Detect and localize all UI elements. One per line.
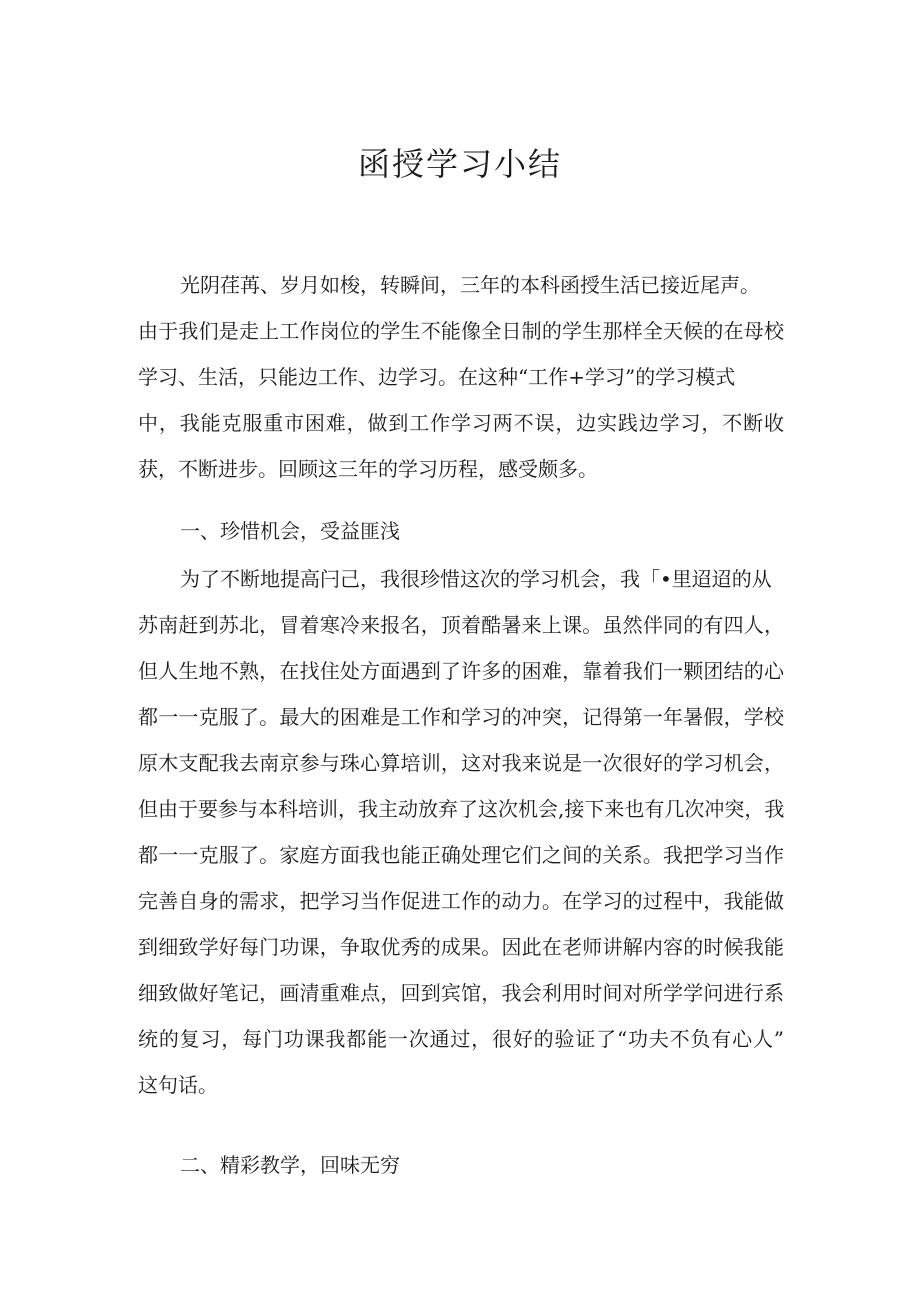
paragraph-line: 学习、生活，只能边工作、边学习。在这种“工作+学习”的学习模式 [138,365,736,389]
paragraph-line: 到细致学好每门功课，争取优秀的成果。因此在老师讲解内容的时候我能 [138,935,784,959]
paragraph-section-1 [138,556,784,1108]
paragraph-line: 都一一克服了。最大的困难是工作和学习的冲突，记得第一年暑假，学校 [138,705,784,729]
paragraph-line: 为了不断地提高闩己，我很珍惜这次的学习机会，我「•里迢迢的从 [180,567,772,591]
paragraph-line: 统的复习，每门功课我都能一次通过，很好的验证了“功夫不负有心人” [138,1027,784,1051]
paragraph-line: 但由于要参与本科培训，我主动放弃了这次机会,接下来也有几次冲突，我 [138,797,785,821]
paragraph-line: 光阴荏苒、岁月如梭，转瞬间，三年的本科函授生活已接近尾声。 [180,273,760,297]
paragraph-line: 都一一克服了。家庭方面我也能正确处理它们之间的关系。我把学习当作 [138,843,784,867]
paragraph-line: 原木支配我去南京参与珠心算培训，这对我来说是一次很好的学习机会， [138,751,784,775]
paragraph-line: 获，不断进步。回顾这三年的学习历程，感受颇多。 [138,457,598,481]
paragraph-line: 苏南赶到苏北，冒着寒冷来报名，顶着酷暑来上课。虽然伴同的有四人， [138,613,784,637]
section-heading-1: 一、珍惜机会，受益匪浅 [180,519,400,543]
section-heading-2: 二、精彩教学，回味无穷 [180,1153,400,1177]
document-title: 函授学习小结 [357,145,562,183]
paragraph-intro [138,262,784,492]
paragraph-line: 这句话。 [138,1073,218,1097]
paragraph-line: 中，我能克服重市困难，做到工作学习两不误，边实践边学习，不断收 [138,411,784,435]
paragraph-line: 细致做好笔记，画清重难点，回到宾馆，我会利用时间对所学学问进行系 [138,981,784,1005]
paragraph-line: 由于我们是走上工作岗位的学生不能像全日制的学生那样全天候的在母校 [138,319,784,343]
paragraph-line: 完善自身的需求，把学习当作促进工作的动力。在学习的过程中，我能做 [138,889,784,913]
paragraph-line: 但人生地不熟，在找住处方面遇到了许多的困难，靠着我们一颗团结的心 [138,659,784,683]
